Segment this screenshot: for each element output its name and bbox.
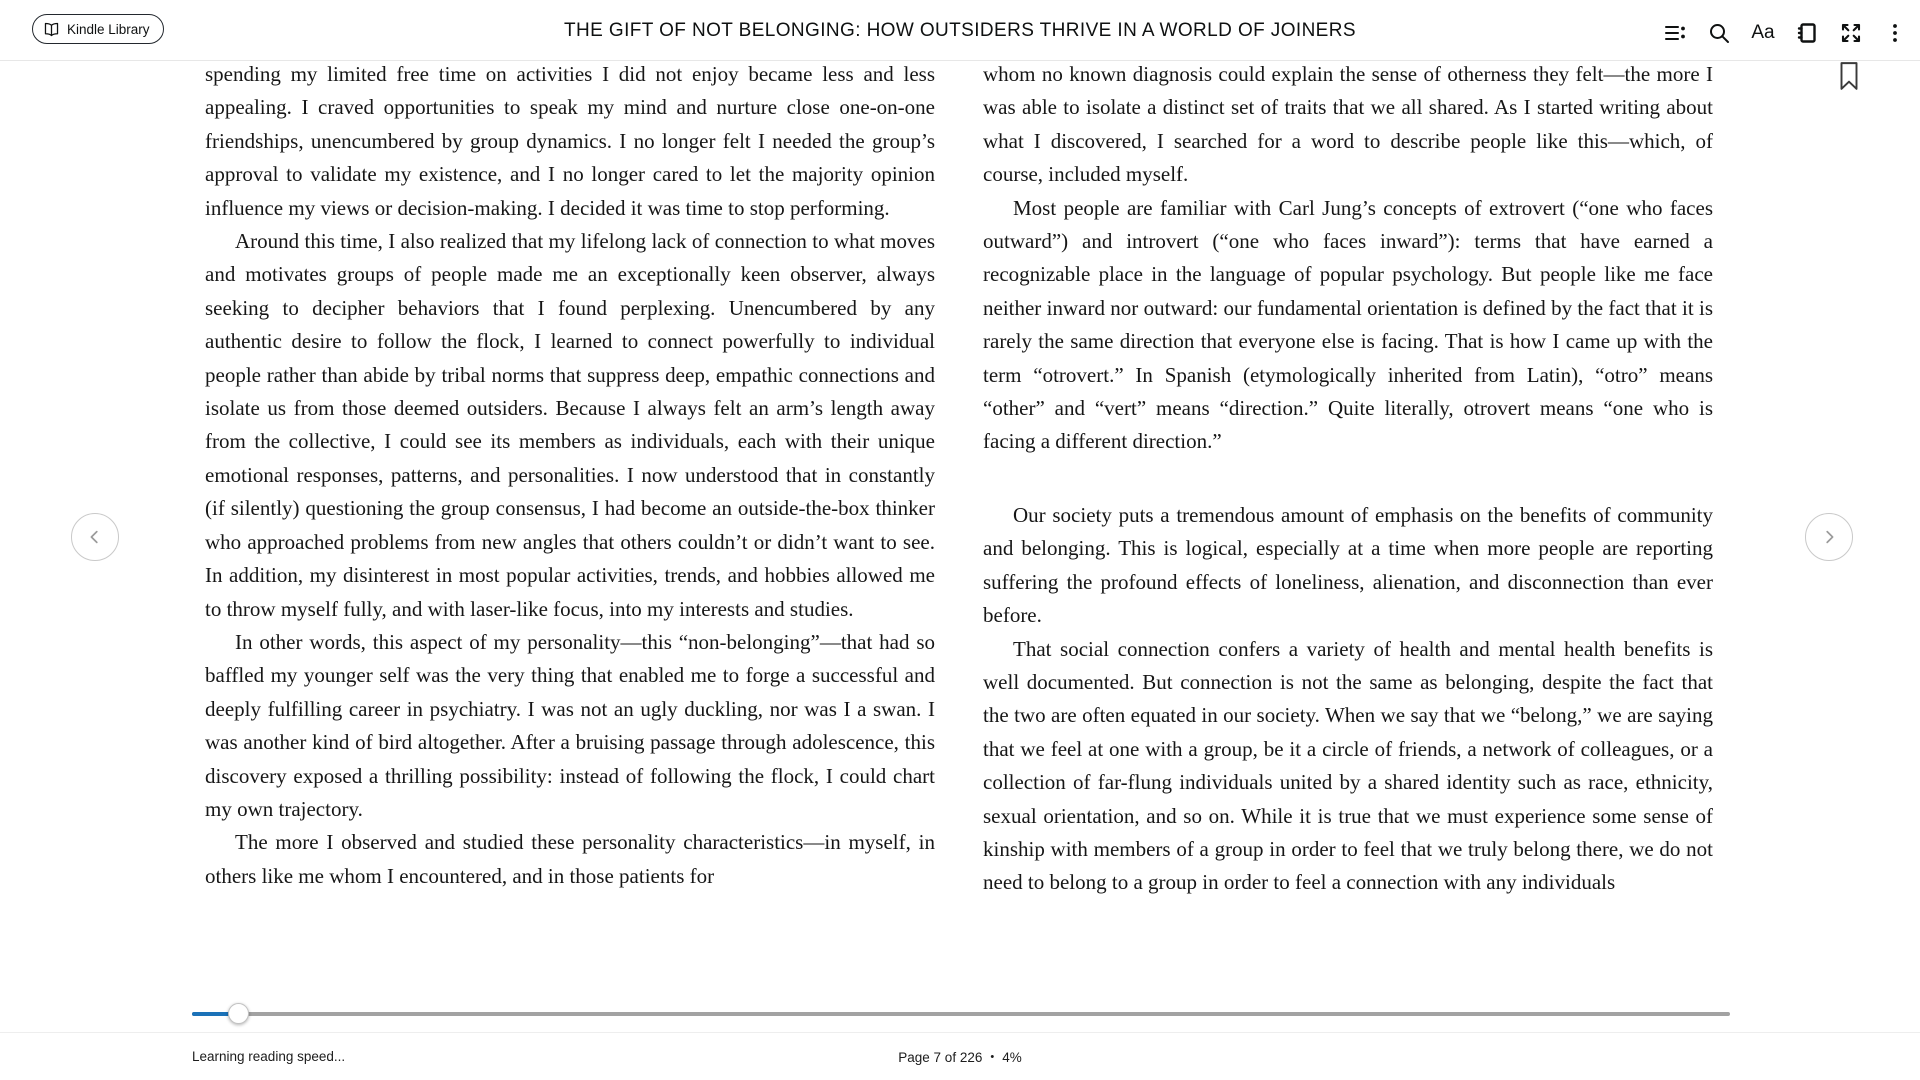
book-title: THE GIFT OF NOT BELONGING: HOW OUTSIDERS THRIVE IN A WORLD OF JOINERS [564,20,1356,41]
kindle-library-label: Kindle Library [67,21,150,37]
paragraph: Around this time, I also realized that my lifelong lack of connection to what moves and motivates groups of people made me an exceptionally keen observer, always seeking to decipher behaviors that I found perplexing. Unencumbered by any authentic desire to follow the flock, I learned to connect powerfully to individual people rather than abide by tribal norms that suppress deep, empathic connections and isolate us from those deemed outsiders. Because I always felt an arm’s length away from the collective, I could see its members as individuals, each with their unique emotional responses, patterns, and personalities. I now understood that in constantly (if silently) questioning the group consensus, I had become an outside-the-box thinker who approached problems from new angles that others couldn’t or didn’t want to see. In addition, my disinterest in most popular activities, trends, and hobbies allowed me to throw myself fully, and with laser-like focus, into my interests and studies. [205,229,935,621]
reader-header [0,0,1920,61]
aa-glyph: Aa [1751,22,1775,43]
page-info [898,1049,1021,1065]
reading-speed-status: Learning reading speed... [192,1049,346,1064]
progress-thumb[interactable] [228,1003,249,1024]
open-book-icon [43,22,60,37]
toolbar [1663,21,1907,45]
contents-icon[interactable] [1663,21,1687,45]
paragraph: spending my limited free time on activities I did not enjoy became less and less appealing. I craved opportunities to speak my mind and nurture close one-on-one friendships, unencumbered by group dynamics. I no longer felt I needed the group’s approval to validate my existence, and I no longer cared to let the majority opinion influence my views or decision-making. I decided it was time to stop performing. [205,62,935,220]
chevron-right-icon [1820,528,1838,546]
chevron-left-icon [86,528,104,546]
previous-page-button[interactable] [71,513,119,561]
paragraph: The more I observed and studied these personality characteristics—in myself, in others like me whom I encountered, and in those patients for [205,830,935,888]
kindle-library-button[interactable] [32,14,164,44]
page-left-column [205,58,935,893]
paragraph: whom no known diagnosis could explain the sense of otherness they felt—the more I was able to isolate a distinct set of traits that we all shared. As I started writing about what I discovered, I searched for a word to describe people like this—which, of course, included myself. [983,62,1713,187]
paragraph: Most people are familiar with Carl Jung’s concepts of extrovert (“one who faces outward”) and introvert (“one who faces inward”): terms that have earned a recognizable place in the language of popular psychology. But people like me face neither inward nor outward: our fundamental orientation is defined by the fact that it is rarely the same direction that everyone else is facing. That is how I came up with the term “otrovert.” In Spanish (etymologically inherited from Latin), “otro” means “other” and “vert” means “direction.” Quite literally, otrovert means “one who is facing a different direction.” [983,195,1713,454]
footer-divider [0,1032,1920,1033]
paragraph: Our society puts a tremendous amount of emphasis on the benefits of community and belonging. This is logical, especially at a time when more people are reporting suffering the profound effects of loneliness, alienation, and disconnection than ever before. [983,502,1713,628]
notebook-icon[interactable] [1795,21,1819,45]
percent-read-label: 4% [1002,1049,1022,1065]
paragraph: That social connection confers a variety of health and mental health benefits is well documented. But connection is not the same as belonging, despite the fact that the two are often equated in our society. When we say that we “belong,” we are saying that we feel at one with a group, be it a circle of friends, a network of colleagues, or a collection of far-flung individuals united by a shared identity such as race, ethnicity, sexual orientation, and so on. While it is true that we must experience some sense of kinship with members of a group in order to feel that we truly belong there, we do not need to belong to a group in order to feel a connection with any individuals [983,636,1713,895]
reading-progress-slider[interactable] [192,1003,1730,1024]
progress-track[interactable] [192,1012,1730,1016]
bookmark-icon[interactable] [1836,60,1864,92]
search-icon[interactable] [1707,21,1731,45]
more-menu-icon[interactable] [1883,21,1907,45]
separator-dot: • [990,1051,995,1063]
page-right-column [983,58,1713,900]
paragraph: In other words, this aspect of my personality—this “non-belonging”—that had so baffled my younger self was the very thing that enabled me to forge a successful and deeply fulfilling career in psychiatry. I was not an ugly duckling, nor was I a swan. I was another kind of bird altogether. After a bruising passage through adolescence, this discovery exposed a thrilling possibility: instead of following the flock, I could chart my own trajectory. [205,629,935,821]
fullscreen-icon[interactable] [1839,21,1863,45]
page-number-label: Page 7 of 226 [898,1049,983,1065]
next-page-button[interactable] [1805,513,1853,561]
font-settings-icon[interactable] [1751,21,1775,45]
